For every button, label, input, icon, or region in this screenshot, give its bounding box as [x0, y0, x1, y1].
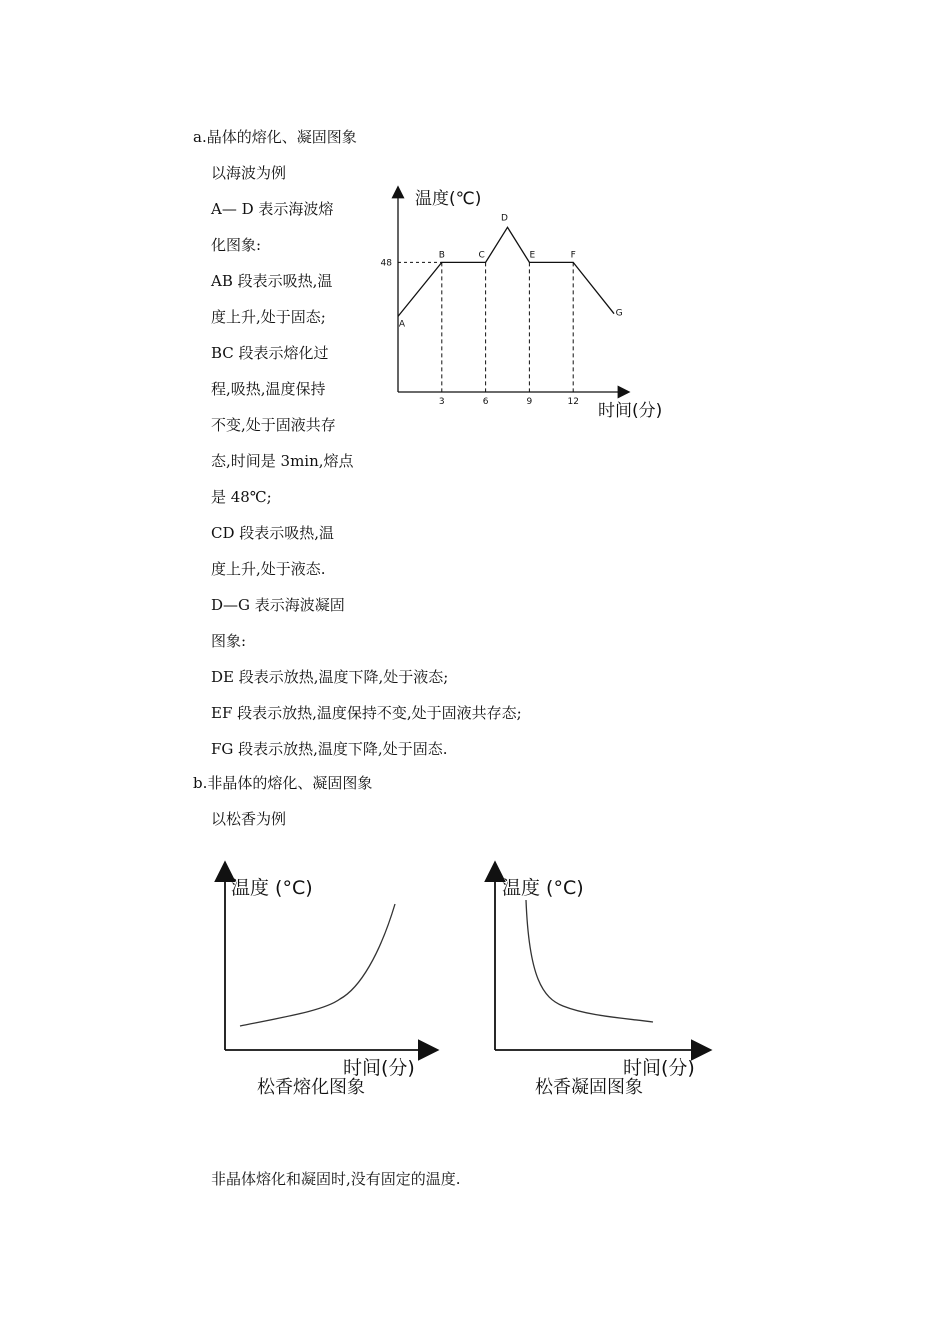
section-a-line: 化图象:	[211, 236, 262, 254]
section-b-subline: 以松香为例	[211, 810, 287, 828]
x-tick-label: 6	[482, 397, 489, 407]
section-b-heading: b.非晶体的熔化、凝固图象	[193, 774, 373, 792]
y-axis-label: 温度 (°C)	[231, 877, 313, 899]
section-a-line: 不变,处于固液共存	[211, 416, 336, 434]
x-tick-label: 12	[567, 397, 579, 407]
rosin-melting-chart	[210, 858, 440, 1088]
melting-caption: 松香熔化图象	[257, 1077, 365, 1098]
section-a-line: BC 段表示熔化过	[211, 344, 329, 362]
section-a-heading: a.晶体的熔化、凝固图象	[193, 128, 357, 146]
section-a-line: 态,时间是 3min,熔点	[211, 452, 354, 470]
section-a-line: EF 段表示放热,温度保持不变,处于固液共存态;	[211, 704, 522, 722]
temperature-line	[398, 227, 614, 316]
section-a-line: 度上升,处于固态;	[211, 308, 326, 326]
conclusion: 非晶体熔化和凝固时,没有固定的温度.	[211, 1170, 461, 1188]
melting-curve	[240, 904, 395, 1026]
x-axis-label: 时间(分)	[598, 401, 663, 420]
section-a-line: 以海波为例	[211, 164, 287, 182]
section-a-line: FG 段表示放热,温度下降,处于固态.	[211, 740, 448, 758]
solidifying-caption: 松香凝固图象	[535, 1077, 643, 1098]
point-label: G	[615, 308, 623, 319]
point-label: C	[478, 250, 485, 261]
section-a-line: DE 段表示放热,温度下降,处于液态;	[211, 668, 449, 686]
x-tick-label: 3	[438, 397, 445, 407]
rosin-solidifying-chart	[483, 858, 713, 1088]
x-tick-label: 9	[526, 397, 533, 407]
x-axis-label: 时间(分)	[343, 1057, 415, 1079]
point-label: F	[570, 250, 576, 261]
section-a-line: D—G 表示海波凝固	[211, 596, 345, 614]
solidifying-curve	[526, 900, 653, 1022]
section-a-line: 度上升,处于液态.	[211, 560, 326, 578]
point-label: D	[501, 213, 508, 224]
x-axis-label: 时间(分)	[623, 1057, 695, 1079]
y-tick-label: 48	[380, 258, 392, 269]
section-a-line: 程,吸热,温度保持	[211, 380, 326, 398]
point-label: B	[438, 250, 445, 261]
y-axis-label: 温度 (°C)	[502, 877, 584, 899]
crystal-chart	[370, 180, 670, 420]
section-a-line: AB 段表示吸热,温	[211, 272, 333, 290]
point-label: A	[398, 319, 406, 330]
section-a-line: CD 段表示吸热,温	[211, 524, 335, 542]
section-a-line: A— D 表示海波熔	[211, 200, 334, 218]
y-axis-label: 温度(℃)	[415, 189, 482, 209]
point-label: E	[529, 250, 536, 261]
section-a-line: 图象:	[211, 632, 247, 650]
section-a-line: 是 48℃;	[211, 488, 272, 506]
